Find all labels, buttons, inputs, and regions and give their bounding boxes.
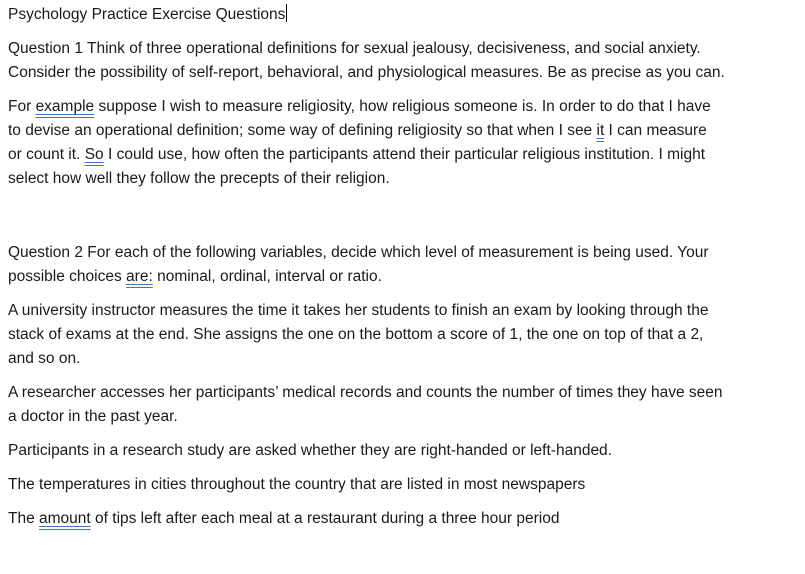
item-researcher [8, 381, 798, 429]
text-run: nominal, ordinal, interval or ratio. [152, 268, 382, 285]
document-title [8, 3, 798, 27]
text-run: For [8, 98, 36, 115]
question-1-paragraph [8, 37, 798, 85]
document-body[interactable] [8, 3, 798, 541]
item-line: and so on. [8, 350, 81, 367]
item-handedness [8, 439, 798, 463]
text-cursor [286, 4, 287, 22]
item-temperatures [8, 473, 798, 497]
text-run: suppose I wish to measure religiosity, how religious someone is. In order to do that I have [94, 98, 711, 115]
grammar-flag[interactable]: it [596, 122, 605, 139]
example-paragraph [8, 95, 798, 191]
item-line: A researcher accesses her participants’ medical records and counts the number of times they have seen [8, 384, 723, 401]
title-text: Psychology Practice Exercise Questions [8, 6, 286, 23]
grammar-flag[interactable]: example [35, 98, 95, 115]
text-run: or count it. [8, 146, 85, 163]
example-line [8, 143, 798, 167]
text-run: possible choices [8, 268, 127, 285]
text-run: I could use, how often the participants attend their particular religious institution. I might [103, 146, 706, 163]
example-line: select how well they follow the precepts of their religion. [8, 170, 390, 187]
text-run: of tips left after each meal at a restaurant during a three hour period [90, 510, 560, 527]
item-line [8, 507, 798, 531]
question-1-line: Question 1 Think of three operational definitions for sexual jealousy, decisiveness, and social anxiety. [8, 40, 701, 57]
grammar-flag[interactable]: amount [39, 510, 91, 527]
item-line: A university instructor measures the time it takes her students to finish an exam by looking through the [8, 302, 709, 319]
question-2-line [8, 265, 798, 289]
example-line [8, 95, 798, 119]
item-line: a doctor in the past year. [8, 408, 178, 425]
grammar-flag[interactable]: So [84, 146, 104, 163]
text-run: The [8, 510, 40, 527]
item-tips [8, 507, 798, 531]
question-2-paragraph [8, 241, 798, 289]
item-line: stack of exams at the end. She assigns the one on the bottom a score of 1, the one on top of that a 2, [8, 326, 704, 343]
item-line: Participants in a research study are asked whether they are right-handed or left-handed. [8, 442, 612, 459]
text-run: I can measure [604, 122, 707, 139]
question-1-line: Consider the possibility of self-report, behavioral, and physiological measures. Be as precise as you can. [8, 64, 725, 81]
question-2-line: Question 2 For each of the following variables, decide which level of measurement is being used. Your [8, 244, 709, 261]
item-instructor [8, 299, 798, 371]
text-run: to devise an operational definition; some way of defining religiosity so that when I see [8, 122, 597, 139]
blank-line [8, 201, 798, 241]
grammar-flag[interactable]: are: [126, 268, 153, 285]
example-line [8, 119, 798, 143]
item-line: The temperatures in cities throughout the country that are listed in most newspapers [8, 476, 586, 493]
